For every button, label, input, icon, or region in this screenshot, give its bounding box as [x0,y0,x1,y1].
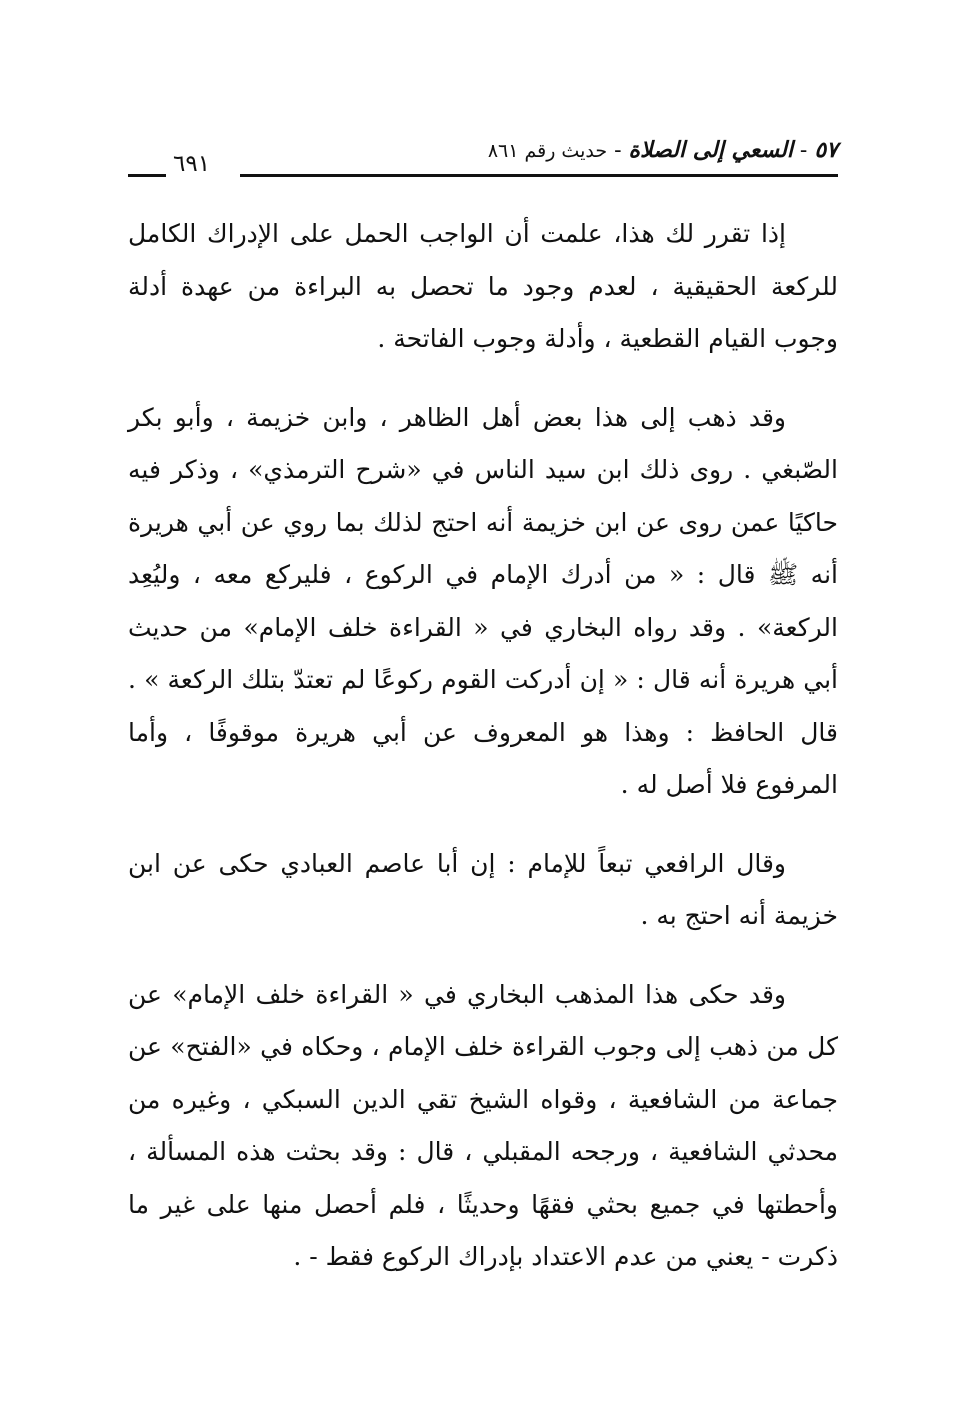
paragraph-4-text: وقد حكى هذا المذهب البخاري في « القراءة خلف الإمام» عن كل من ذهب إلى وجوب القراءة خلف الإمام ، وحكاه في «الفتح» عن جماعة من الشافعية ، وقواه الشيخ تقي الدين السبكي ، وغيره من محدثي الشافعية ، ورجحه المقبلي ، قال : وقد بحثت هذه المسألة ، وأحطتها في جميع بحثي فقهًا وحديثًا ، فلم أحصل منها على غير ما ذكرت - يعني من عدم الاعتداد بإدراك الركوع فقط - . [128,979,838,1271]
paragraph-4 [128,969,838,1284]
running-header [128,133,838,177]
running-title: ٥٧ - السعي إلى الصلاة - حديث رقم ٨٦١ [487,137,838,163]
page-number-rule [128,174,166,177]
header-rule [240,174,838,177]
hadith-reference: حديث رقم ٨٦١ [487,140,608,162]
paragraph-3 [128,838,838,943]
paragraph-2 [128,392,838,812]
page-number: ٦٩١ [173,151,211,177]
paragraph-1-text: إذا تقرر لك هذا، علمت أن الواجب الحمل على الإدراك الكامل للركعة الحقيقية ، لعدم وجود ما تحصل به البراءة من عهدة أدلة وجوب القيام القطعية ، وأدلة وجوب الفاتحة . [128,219,838,353]
paragraph-2-text: وقد ذهب إلى هذا بعض أهل الظاهر ، وابن خزيمة ، وأبو بكر الصّبغي . روى ذلك ابن سيد الناس في «شرح الترمذي» ، وذكر فيه حاكيًا عمن روى عن ابن خزيمة أنه احتج لذلك بما روي عن أبي هريرة أنه ﷺ قال : « من أدرك الإمام في الركوع ، فليركع معه ، وليُعِد الركعة» . وقد رواه البخاري في « القراءة خلف الإمام» من حديث أبي هريرة أنه قال : « إن أدركت القوم ركوعًا لم تعتدّ بتلك الركعة » . قال الحافظ : وهذا هو المعروف عن أبي هريرة موقوفًا ، وأما المرفوع فلا أصل له . [128,402,838,799]
paragraph-1 [128,208,838,366]
body-text [128,208,838,1310]
chapter-number: ٥٧ [814,137,838,163]
paragraph-3-text: وقال الرافعي تبعاً للإمام : إن أبا عاصم العبادي حكى عن ابن خزيمة أنه احتج به . [128,848,838,930]
chapter-title: السعي إلى الصلاة [628,137,793,163]
